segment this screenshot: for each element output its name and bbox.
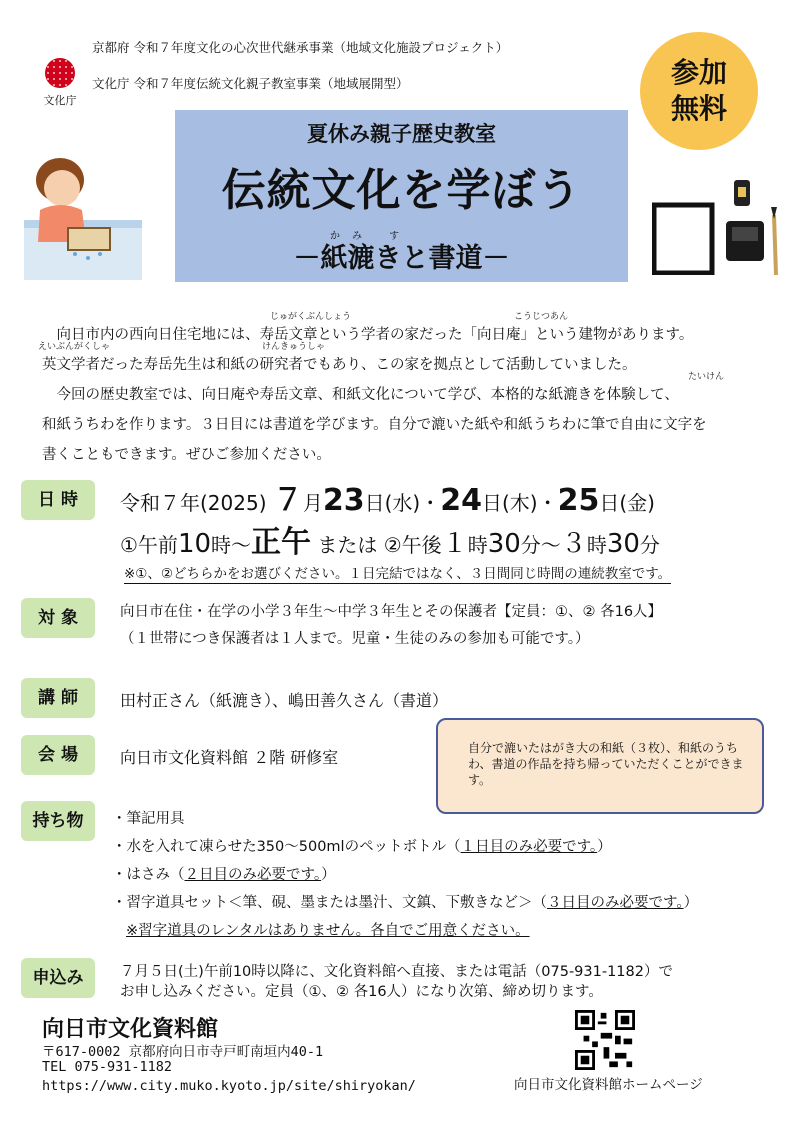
ruby-eibungakusha: えいぶんがくしゃ (38, 342, 111, 352)
label-schedule: 日 時 (21, 480, 95, 520)
times-a: ①午前 (120, 533, 178, 557)
label-instructor: 講 師 (21, 678, 95, 718)
item-text: ・習字道具セット＜筆、硯、墨または墨汁、文鎮、下敷きなど＞（ (112, 895, 547, 911)
ruby-koujitsuan: こうじつあん (514, 312, 569, 322)
target-line2: （１世帯につき保護者は１人まで。児童・生徒のみの参加も可能です。） (120, 631, 590, 647)
times-k: 時 (586, 533, 607, 557)
badge-line2: 無料 (670, 92, 727, 125)
item-close: ） (683, 895, 699, 911)
title-subtitle: 夏休み親子歴史教室 (307, 122, 496, 146)
dates-month-unit: 月 (302, 491, 323, 515)
title-box (175, 110, 628, 282)
schedule-note: ※①、②どちらかをお選びください。１日完結ではなく、３日間同じ時間の連続教室です。 (124, 562, 671, 584)
times-m: 分 (639, 533, 660, 557)
intro-line-3: 今回の歴史教室では、向日庵や寿岳文章、和紙文化について学び、本格的な紙漉きを体験して、 (42, 387, 679, 403)
belongings-note (112, 917, 698, 945)
times-l: 30 (606, 529, 640, 559)
ruby-taiken: たいけん (688, 372, 725, 382)
target-line1: 向日市在住・在学の小学３年生～中学３年生とその保護者【定員：①、② 各16人】 (120, 604, 663, 620)
boy-papermaking-illustration (20, 150, 142, 280)
free-badge (640, 32, 758, 150)
belongings-list (112, 805, 698, 945)
intro-line-5: 書くこともできます。ぜひご参加ください。 (42, 447, 331, 463)
dates-month: ７ (272, 483, 303, 518)
belongings-item (112, 833, 698, 861)
qr-caption: 向日市文化資料館ホームページ (514, 1077, 703, 1093)
title-theme: －紙漉きと書道－ (293, 243, 510, 274)
calligraphy-tools-illustration (652, 175, 782, 275)
ruby-jugaku: じゅがくぶんしょう (270, 312, 352, 322)
times-f: １ (441, 529, 468, 559)
times-c: 時～ (211, 533, 252, 557)
intro-line-1: 向日市内の西向日住宅地には、寿岳文章という学者の家だった「向日庵」という建物があります。 (42, 327, 694, 343)
qr-code-icon[interactable] (575, 1010, 635, 1070)
item-note: １日目のみ必要です。 (460, 839, 598, 855)
dates-day2: 24 (440, 483, 482, 518)
dates-day3-suffix: 日(金) (599, 491, 655, 515)
belongings-item (112, 889, 698, 917)
venue-text: 向日市文化資料館 ２階 研修室 (120, 748, 339, 767)
dates-day1: 23 (322, 483, 365, 518)
label-apply: 申込み (21, 958, 95, 998)
apply-line1: ７月５日(土)午前10時以降に、文化資料館へ直接、または電話（075-931-1182）で (120, 964, 673, 980)
item-note: ２日目のみ必要です。 (184, 867, 322, 883)
logo-mark-icon (45, 58, 75, 88)
footer-address: 〒617-0002 京都府向日市寺戸町南垣内40-1 (42, 1044, 324, 1060)
item-note: ３日目のみ必要です。 (547, 895, 684, 911)
intro-line-2: 英文学者だった寿岳先生は和紙の研究者でもあり、この家を拠点として活動していました。 (42, 357, 637, 373)
dates-year: 令和７年(2025) (120, 491, 267, 515)
times-j: ３ (560, 529, 587, 559)
sponsor-bunkacho: 文化庁 令和７年度伝統文化親子教室事業（地域展開型） (92, 76, 409, 91)
footer-url[interactable]: https://www.city.muko.kyoto.jp/site/shiryokan/ (42, 1078, 416, 1094)
times-b: 10 (177, 529, 212, 559)
belongings-item (112, 861, 698, 889)
takehome-note-scroll (436, 718, 764, 814)
belongings-note-text: ※習字道具のレンタルはありません。各自でご用意ください。 (126, 923, 530, 939)
footer-tel: TEL 075-931-1182 (42, 1059, 173, 1075)
sponsor-kyoto: 京都府 令和７年度文化の心次世代継承事業（地域文化施設プロジェクト） (92, 40, 509, 55)
item-close: ） (321, 867, 336, 883)
footer-org-name: 向日市文化資料館 (42, 1017, 219, 1042)
label-venue: 会 場 (21, 735, 95, 775)
bunkacho-logo (36, 58, 84, 108)
logo-text: 文化庁 (43, 94, 77, 107)
ruby-kenkyusha: けんきゅうしゃ (262, 342, 326, 352)
times-i: 分～ (520, 533, 561, 557)
intro-text (42, 320, 772, 470)
item-text: ・はさみ（ (112, 867, 185, 883)
schedule-times (120, 517, 660, 561)
times-g: 時 (467, 533, 488, 557)
label-belongings: 持ち物 (21, 801, 95, 841)
badge-line1: 参加 (670, 56, 727, 89)
times-h: 30 (487, 529, 521, 559)
takehome-note-text: 自分で漉いたはがき大の和紙（３枚）、和紙のうちわ、書道の作品を持ち帰っていただくことができます。 (468, 741, 744, 787)
dates-day3: 25 (557, 483, 600, 518)
apply-line2: お申し込みください。定員（①、② 各16人）になり次第、締め切ります。 (120, 984, 603, 1000)
belongings-item: ・筆記用具 (112, 811, 185, 827)
dates-day2-suffix: 日(木)・ (481, 491, 558, 515)
label-target: 対 象 (21, 598, 95, 638)
item-text: ・水を入れて凍らせた350～500mlのペットボトル（ (112, 839, 461, 855)
instructor-text: 田村正さん（紙漉き）、嶋田善久さん（書道） (120, 691, 449, 710)
ruby-kami: かみ す (330, 231, 412, 242)
intro-line-4: 和紙うちわを作ります。３日目には書道を学びます。自分で漉いた紙や和紙うちわに筆で自由に文字を (42, 417, 707, 433)
item-close: ） (597, 839, 612, 855)
schedule-dates (120, 475, 655, 519)
times-noon: 正午 (251, 525, 312, 560)
title-main: 伝統文化を学ぼう (221, 165, 582, 216)
times-or: または ②午後 (311, 533, 442, 557)
dates-day1-suffix: 日(水)・ (364, 491, 441, 515)
